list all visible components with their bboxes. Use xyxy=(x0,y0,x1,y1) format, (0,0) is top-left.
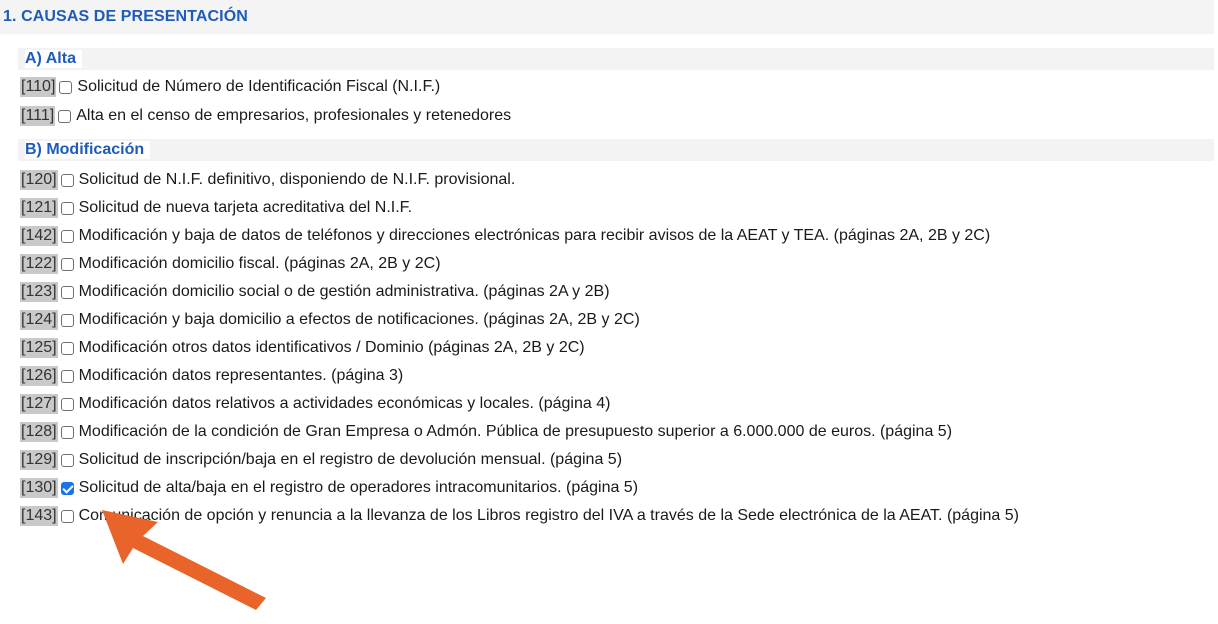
option-code: [123] xyxy=(21,283,57,300)
option-checkbox[interactable] xyxy=(58,110,71,123)
section-title: 1. CAUSAS DE PRESENTACIÓN xyxy=(0,0,1214,34)
option-code: [111] xyxy=(21,107,55,124)
option-checkbox[interactable] xyxy=(61,174,74,187)
option-code: [142] xyxy=(21,227,57,244)
option-label[interactable]: Comunicación de opción y renuncia a la llevanza de los Libros registro del IVA a través de la Sede electrónica de la AEAT. (página 5) xyxy=(78,507,1019,524)
option-checkbox[interactable] xyxy=(61,398,74,411)
option-label[interactable]: Modificación de la condición de Gran Empresa o Admón. Pública de presupuesto superior a 6.000.000 de euros. (página 5) xyxy=(78,423,953,440)
option-label[interactable]: Solicitud de Número de Identificación Fiscal (N.I.F.) xyxy=(77,78,441,95)
option-code: [110] xyxy=(21,78,56,95)
option-label[interactable]: Solicitud de N.I.F. definitivo, disponiendo de N.I.F. provisional. xyxy=(78,171,516,188)
option-checkbox[interactable] xyxy=(61,510,74,523)
option-code: [120] xyxy=(21,171,57,188)
option-code: [130] xyxy=(21,479,57,496)
option-row-122[interactable] xyxy=(20,251,441,277)
option-row-126[interactable] xyxy=(20,363,403,389)
option-label[interactable]: Modificación domicilio fiscal. (páginas 2A, 2B y 2C) xyxy=(78,255,441,272)
option-checkbox[interactable] xyxy=(61,286,74,299)
option-row-124[interactable] xyxy=(20,307,640,333)
option-code: [128] xyxy=(21,423,57,440)
option-row-130[interactable] xyxy=(20,475,638,501)
option-checkbox[interactable] xyxy=(61,426,74,439)
option-label[interactable]: Modificación domicilio social o de gestión administrativa. (páginas 2A y 2B) xyxy=(78,283,610,300)
option-label[interactable]: Modificación y baja domicilio a efectos de notificaciones. (páginas 2A, 2B y 2C) xyxy=(78,311,640,328)
option-row-110[interactable] xyxy=(20,74,440,100)
option-checkbox[interactable] xyxy=(61,454,74,467)
option-label[interactable]: Solicitud de nueva tarjeta acreditativa del N.I.F. xyxy=(78,199,413,216)
subsection-modificacion xyxy=(18,139,1214,161)
option-checkbox[interactable] xyxy=(61,202,74,215)
option-row-127[interactable] xyxy=(20,391,610,417)
subsection-alta-title: A) Alta xyxy=(25,50,82,68)
option-row-125[interactable] xyxy=(20,335,585,361)
option-checkbox[interactable] xyxy=(61,482,74,495)
option-code: [143] xyxy=(21,507,57,524)
option-checkbox[interactable] xyxy=(61,342,74,355)
option-label[interactable]: Modificación datos representantes. (página 3) xyxy=(78,367,404,384)
option-checkbox[interactable] xyxy=(61,314,74,327)
option-label[interactable]: Modificación datos relativos a actividades económicas y locales. (página 4) xyxy=(78,395,611,412)
option-label[interactable]: Modificación otros datos identificativos / Dominio (páginas 2A, 2B y 2C) xyxy=(78,339,585,356)
option-row-120[interactable] xyxy=(20,167,515,193)
option-row-129[interactable] xyxy=(20,447,622,473)
option-row-111[interactable] xyxy=(20,103,511,129)
annotation-arrow-icon xyxy=(96,502,276,612)
option-checkbox[interactable] xyxy=(61,370,74,383)
option-label[interactable]: Solicitud de alta/baja en el registro de operadores intracomunitarios. (página 5) xyxy=(78,479,639,496)
option-checkbox[interactable] xyxy=(61,258,74,271)
option-row-128[interactable] xyxy=(20,419,952,445)
option-row-142[interactable] xyxy=(20,223,990,249)
option-code: [127] xyxy=(21,395,57,412)
option-code: [129] xyxy=(21,451,57,468)
subsection-modificacion-title: B) Modificación xyxy=(25,141,150,159)
option-checkbox[interactable] xyxy=(61,230,74,243)
option-code: [126] xyxy=(21,367,57,384)
option-code: [124] xyxy=(21,311,57,328)
option-row-121[interactable] xyxy=(20,195,412,221)
option-code: [121] xyxy=(21,199,57,216)
option-label[interactable]: Solicitud de inscripción/baja en el registro de devolución mensual. (página 5) xyxy=(78,451,623,468)
option-label[interactable]: Modificación y baja de datos de teléfonos y direcciones electrónicas para recibir avisos de la AEAT y TEA. (páginas 2A, 2B y 2C) xyxy=(78,227,991,244)
option-code: [122] xyxy=(21,255,57,272)
option-code: [125] xyxy=(21,339,57,356)
option-label[interactable]: Alta en el censo de empresarios, profesionales y retenedores xyxy=(76,107,512,124)
subsection-alta xyxy=(18,48,1214,70)
option-row-123[interactable] xyxy=(20,279,610,305)
option-checkbox[interactable] xyxy=(59,81,72,94)
